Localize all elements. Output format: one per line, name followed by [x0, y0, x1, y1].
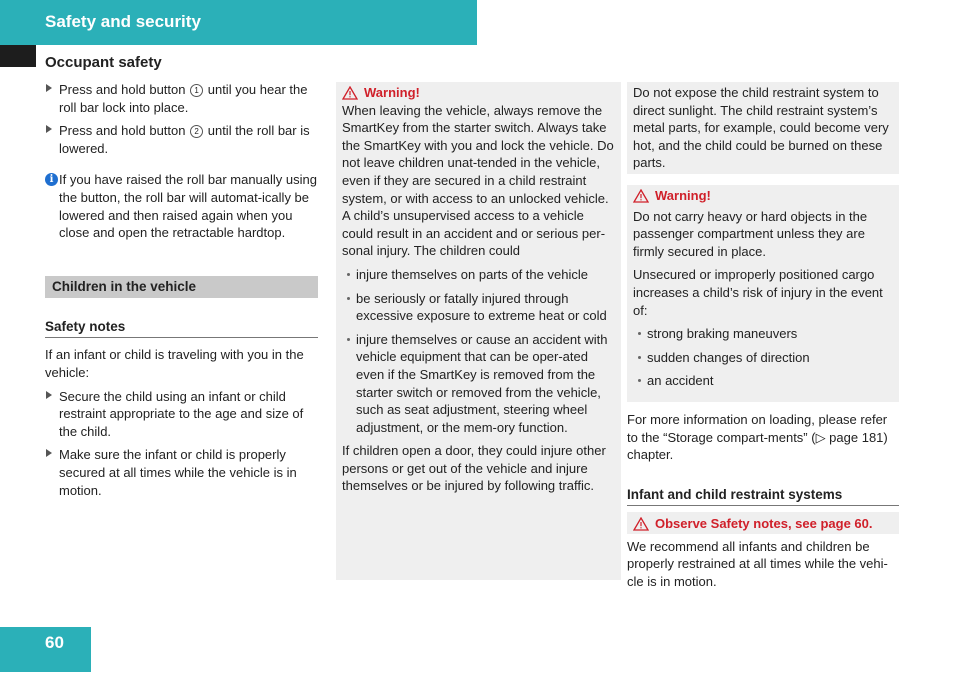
loading-reference: For more information on loading, please refer to the “Storage compart-ments” (▷ page 181) chapter.	[627, 411, 888, 463]
warning-box-children	[336, 82, 621, 580]
warning-text: Unsecured or improperly positioned cargo increases a child’s risk of injury in the event of:	[633, 267, 883, 318]
warning-box-cargo	[627, 185, 899, 402]
warning-triangle-icon	[342, 86, 358, 100]
sunlight-note: Do not expose the child restraint system to direct sunlight. The child restraint system’s metal parts, for example, could become very hot, and the child could be burned on these parts.	[633, 85, 889, 171]
bullet-dot-icon	[347, 273, 350, 276]
safety-notes-heading: Safety notes	[45, 318, 318, 339]
bullet-dot-icon	[347, 297, 350, 300]
closing-text: If children open a door, they could injure other persons or get out of the vehicle and injure themselves or be injured by following traffic.	[342, 443, 606, 494]
column-right	[627, 82, 899, 597]
info-note: i If you have raised the roll bar manually using the button, the roll bar will automat-ically be lowered and then raised again when you close and open the retractable hardtop.	[45, 171, 318, 241]
observe-notes-box	[627, 512, 899, 534]
recommend-text: We recommend all infants and children be properly restrained at all times while the vehi-cle is in motion.	[627, 538, 888, 590]
subsection-heading: Children in the vehicle	[45, 276, 318, 298]
info-icon: i	[45, 173, 58, 186]
step-item: Press and hold button 1 until you hear the roll bar lock into place.	[45, 81, 318, 116]
bullet-dot-icon	[638, 356, 641, 359]
bullet-dot-icon	[347, 338, 350, 341]
observe-notes: Observe Safety notes, see page 60.	[633, 515, 893, 533]
column-left	[45, 81, 318, 505]
list-item: injure themselves on parts of the vehicle	[342, 266, 615, 284]
list-item: sudden changes of direction	[633, 349, 893, 367]
page-number-box	[0, 627, 91, 672]
warning-header: Warning!	[633, 187, 893, 205]
warning-triangle-icon	[633, 189, 649, 203]
step-item: Make sure the infant or child is properly secured at all times while the vehicle is in motion.	[45, 446, 318, 499]
step-item: Press and hold button 2 until the roll bar is lowered.	[45, 122, 318, 157]
chapter-title: Safety and security	[45, 12, 201, 31]
arrow-bullet-icon	[46, 391, 52, 399]
bullet-dot-icon	[638, 379, 641, 382]
section-title: Occupant safety	[45, 54, 162, 71]
warning-header: Warning!	[342, 84, 615, 102]
section-marker	[0, 45, 36, 67]
warning-triangle-icon	[633, 517, 649, 531]
warning-text: When leaving the vehicle, always remove the SmartKey from the starter switch. Always take the SmartKey with you and lock the vehicle. Do not leave children unat-tended in the vehicle, even if they are secured in a child restraint system, or with access to an unlocked vehicle. A child’s unsupervised access to a vehicle could result in an accident and or serious per-sonal injury. The children could	[342, 102, 614, 259]
step-item: Secure the child using an infant or child restraint appropriate to the age and size of the child.	[45, 388, 318, 441]
sunlight-note-box	[627, 82, 899, 174]
list-item: injure themselves or cause an accident with vehicle equipment that can be oper-ated even if the SmartKey is removed from the starter switch or removed from the vehicle, such as seat adjustment, steering wheel adjustment, or the mem-ory function.	[342, 331, 615, 437]
chapter-header-bar	[0, 0, 477, 45]
arrow-bullet-icon	[46, 449, 52, 457]
button-number-icon: 1	[190, 84, 203, 97]
list-item: strong braking maneuvers	[633, 325, 893, 343]
arrow-bullet-icon	[46, 84, 52, 92]
intro-text: If an infant or child is traveling with you in the vehicle:	[45, 347, 304, 380]
infant-restraint-heading: Infant and child restraint systems	[627, 486, 899, 507]
list-item: an accident	[633, 372, 893, 390]
bullet-dot-icon	[638, 332, 641, 335]
arrow-bullet-icon	[46, 125, 52, 133]
page-number: 60	[45, 633, 64, 652]
list-item: be seriously or fatally injured through excessive exposure to extreme heat or cold	[342, 290, 615, 325]
button-number-icon: 2	[190, 125, 203, 138]
warning-text: Do not carry heavy or hard objects in the passenger compartment unless they are firmly secured in place.	[633, 208, 868, 259]
